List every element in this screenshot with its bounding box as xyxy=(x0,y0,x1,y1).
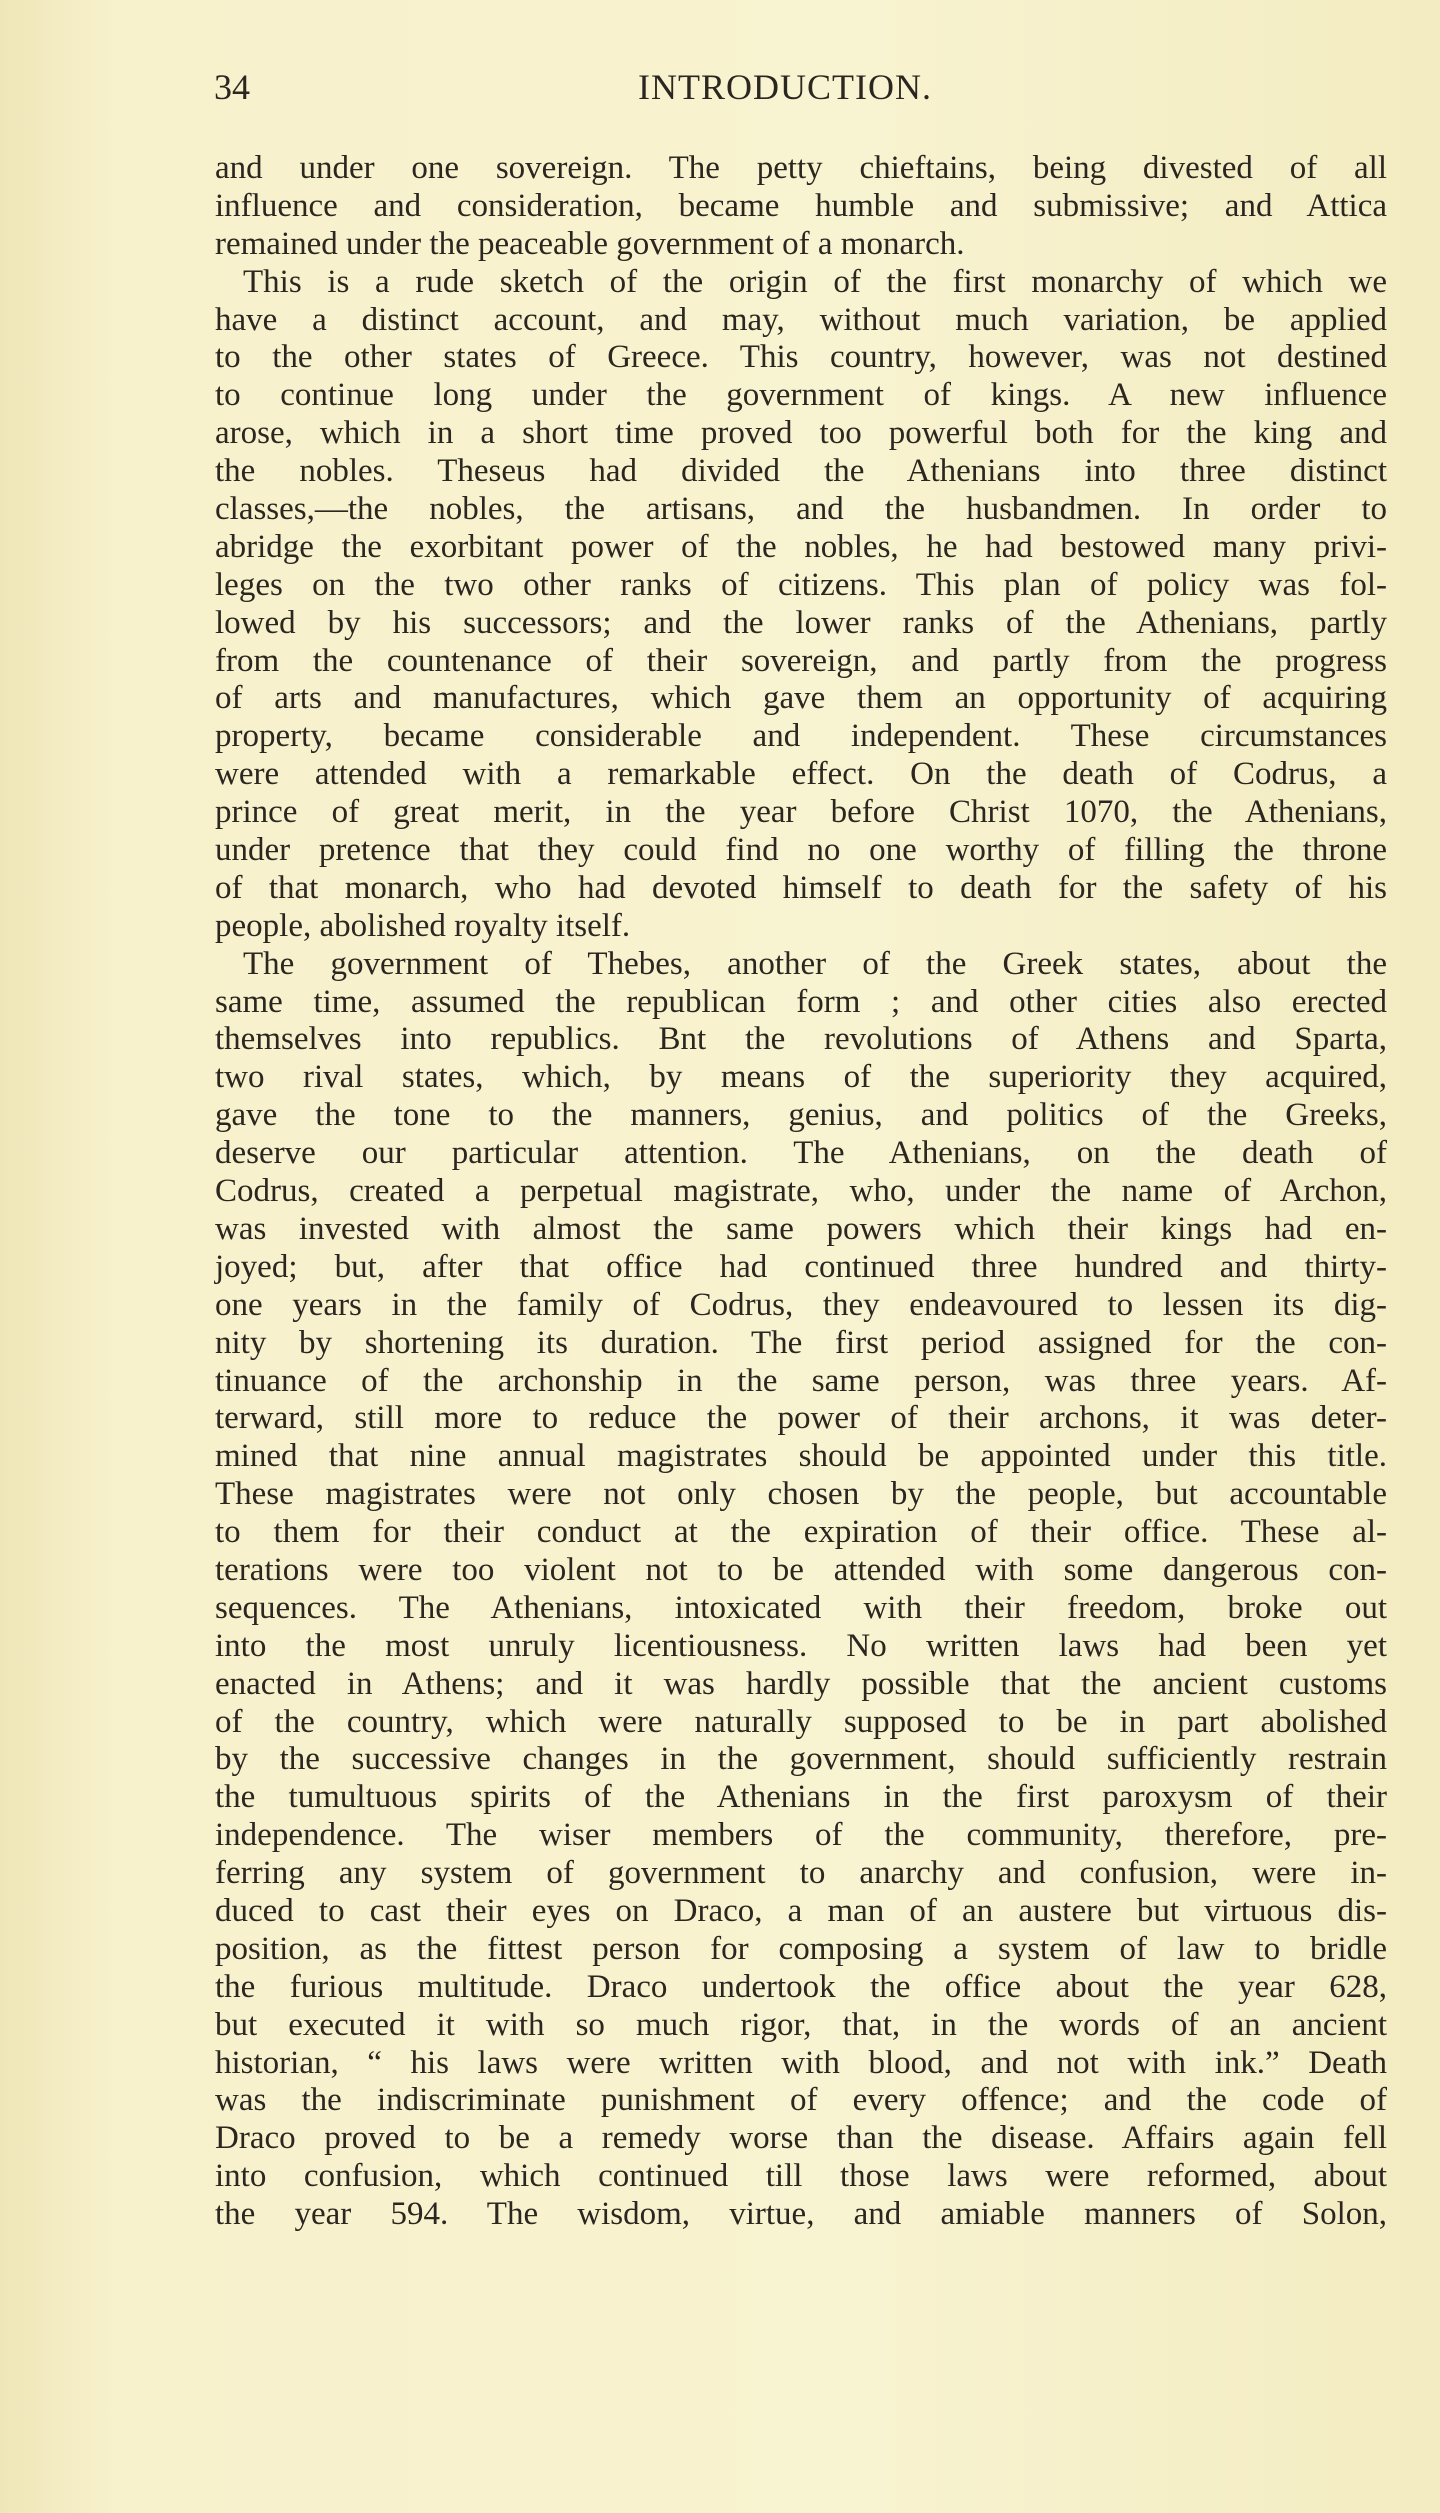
text-line: ferring any system of government to anarchy and confusion, were in- xyxy=(215,1855,1387,1892)
text-line: under pretence that they could find no one worthy of filling the throne xyxy=(215,832,1387,869)
text-line: was the indiscriminate punishment of every offence; and the code of xyxy=(215,2082,1387,2119)
text-line: abridge the exorbitant power of the nobles, he had bestowed many privi- xyxy=(215,528,1387,565)
text-line: The government of Thebes, another of the Greek states, about the xyxy=(243,945,1387,982)
text-line: Draco proved to be a remedy worse than the disease. Affairs again fell xyxy=(215,2120,1387,2157)
text-line: of the country, which were naturally supposed to be in part abolished xyxy=(215,1703,1387,1740)
text-line: historian, “ his laws were written with blood, and not with ink.” Death xyxy=(215,2044,1387,2081)
text-line: position, as the fittest person for composing a system of law to bridle xyxy=(215,1930,1387,1967)
text-line: the year 594. The wisdom, virtue, and amiable manners of Solon, xyxy=(215,2196,1387,2233)
text-line: arose, which in a short time proved too powerful both for the king and xyxy=(215,415,1387,452)
page-number: 34 xyxy=(214,67,250,107)
text-line: same time, assumed the republican form ; and other cities also erected xyxy=(215,983,1387,1020)
text-line: nity by shortening its duration. The first period assigned for the con- xyxy=(215,1324,1387,1361)
text-line: the tumultuous spirits of the Athenians in the first paroxysm of their xyxy=(215,1779,1387,1816)
text-line: gave the tone to the manners, genius, and politics of the Greeks, xyxy=(215,1097,1387,1134)
text-line: to them for their conduct at the expiration of their office. These al- xyxy=(215,1514,1387,1551)
text-line: terward, still more to reduce the power of their archons, it was deter- xyxy=(215,1400,1387,1437)
text-line: to continue long under the government of kings. A new influence xyxy=(215,377,1387,414)
text-line: themselves into republics. Bnt the revolutions of Athens and Sparta, xyxy=(215,1021,1387,1058)
text-line: classes,—the nobles, the artisans, and the husbandmen. In order to xyxy=(215,491,1387,528)
text-line: joyed; but, after that office had continued three hundred and thirty- xyxy=(215,1248,1387,1285)
text-line: mined that nine annual magistrates should be appointed under this title. xyxy=(215,1438,1387,1475)
text-line: of arts and manufactures, which gave them an opportunity of acquiring xyxy=(215,680,1387,717)
text-line: people, abolished royalty itself. xyxy=(215,907,631,944)
text-line: terations were too violent not to be attended with some dangerous con- xyxy=(215,1551,1387,1588)
text-line: was invested with almost the same powers which their kings had en- xyxy=(215,1210,1387,1247)
text-line: were attended with a remarkable effect. On the death of Codrus, a xyxy=(215,756,1387,793)
text-line: This is a rude sketch of the origin of the first monarchy of which we xyxy=(243,263,1387,300)
text-line: deserve our particular attention. The Athenians, on the death of xyxy=(215,1135,1387,1172)
text-line: leges on the two other ranks of citizens. This plan of policy was fol- xyxy=(215,566,1387,603)
text-line: the nobles. Theseus had divided the Athenians into three distinct xyxy=(215,453,1387,490)
text-line: prince of great merit, in the year before Christ 1070, the Athenians, xyxy=(215,794,1387,831)
text-line: the furious multitude. Draco undertook the office about the year 628, xyxy=(215,1968,1387,2005)
text-line: tinuance of the archonship in the same person, was three years. Af- xyxy=(215,1362,1387,1399)
text-line: duced to cast their eyes on Draco, a man of an austere but virtuous dis- xyxy=(215,1892,1387,1929)
text-line: but executed it with so much rigor, that, in the words of an ancient xyxy=(215,2006,1387,2043)
text-line: from the countenance of their sovereign, and partly from the progress xyxy=(215,642,1387,679)
text-line: one years in the family of Codrus, they endeavoured to lessen its dig- xyxy=(215,1286,1387,1323)
text-line: Codrus, created a perpetual magistrate, who, under the name of Archon, xyxy=(215,1173,1387,1210)
text-line: sequences. The Athenians, intoxicated with their freedom, broke out xyxy=(215,1589,1387,1626)
text-line: remained under the peaceable government of a monarch. xyxy=(215,225,965,262)
text-line: property, became considerable and independent. These circumstances xyxy=(215,718,1387,755)
running-header-title: INTRODUCTION. xyxy=(638,67,932,107)
text-line: influence and consideration, became humble and submissive; and Attica xyxy=(215,187,1387,224)
text-line: have a distinct account, and may, without much variation, be applied xyxy=(215,301,1387,338)
text-line: lowed by his successors; and the lower ranks of the Athenians, partly xyxy=(215,604,1387,641)
text-line: into the most unruly licentiousness. No written laws had been yet xyxy=(215,1627,1387,1664)
text-line: to the other states of Greece. This country, however, was not destined xyxy=(215,339,1387,376)
text-line: of that monarch, who had devoted himself to death for the safety of his xyxy=(215,869,1387,906)
text-line: and under one sovereign. The petty chieftains, being divested of all xyxy=(215,150,1387,186)
text-line: two rival states, which, by means of the superiority they acquired, xyxy=(215,1059,1387,1096)
body-text xyxy=(215,150,1387,2234)
text-line: These magistrates were not only chosen by the people, but accountable xyxy=(215,1476,1387,1513)
text-line: enacted in Athens; and it was hardly possible that the ancient customs xyxy=(215,1665,1387,1702)
text-line: into confusion, which continued till those laws were reformed, about xyxy=(215,2158,1387,2195)
text-line: by the successive changes in the government, should sufficiently restrain xyxy=(215,1741,1387,1778)
text-line: independence. The wiser members of the community, therefore, pre- xyxy=(215,1817,1387,1854)
